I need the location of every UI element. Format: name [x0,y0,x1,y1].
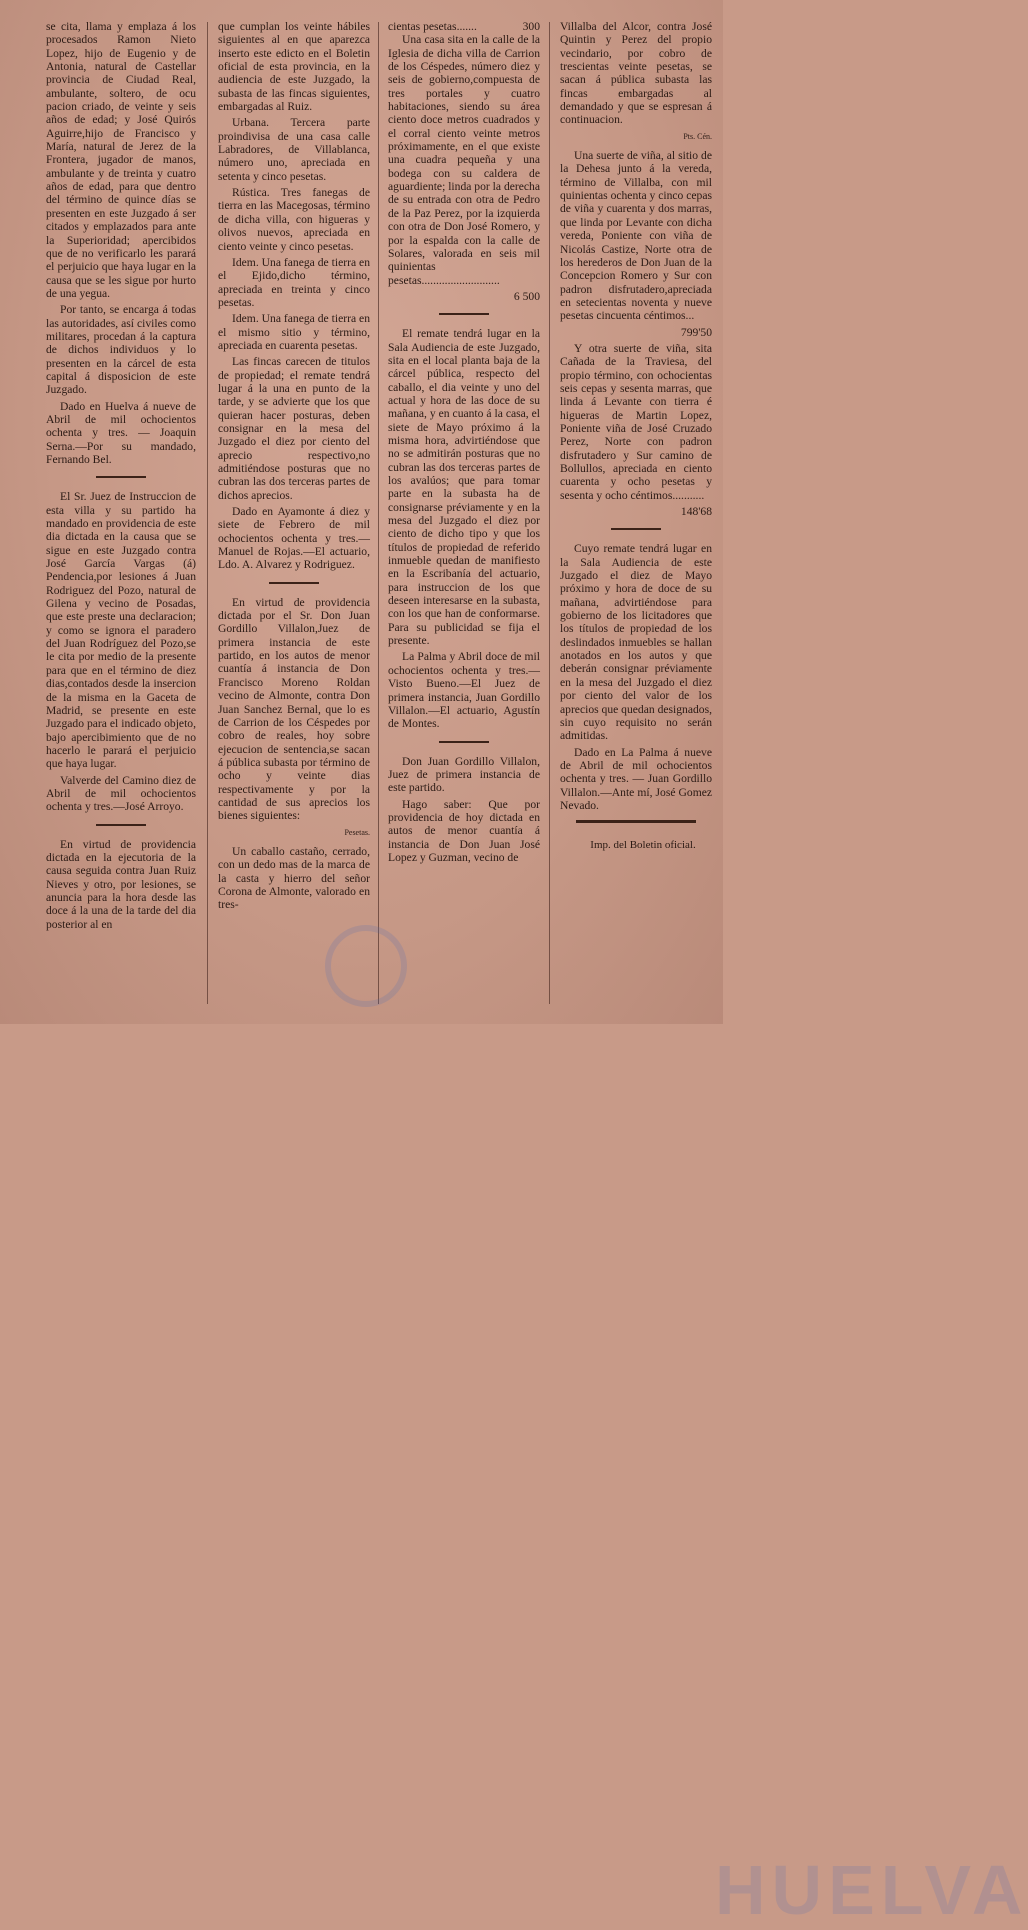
paragraph: Y otra suerte de viña, sita Cañada de la Traviesa, del propio término, con ochocientas seis cepas y sesenta marras, que linda á Levante con tierra é higueras de Martin Lopez, Poniente viña de José Cruzado Perez, Norte con padron disfrutadero y Sur camino de Bollullos, apreciada en ciento cuarenta y ocho pesetas y sesenta y ocho céntimos........... [560,341,712,502]
printer-imprint: Imp. del Boletin oficial. [590,839,696,852]
paragraph: Villalba del Alcor, contra José Quintin y Perez del propio vecindario, por cobro de trescientas veinte pesetas, se sacan á pública subasta las fincas embargadas al demandado y que se espresan á continuacion. [560,20,712,127]
section-separator [611,528,661,530]
column-rule [207,22,208,1004]
paragraph: se cita, llama y emplaza á los procesados Ramon Nieto Lopez, hijo de Eugenio y de Antonia, natural de Castellar provincia de Ciudad Real, ambulante, soltero, de ocu pacion criado, de veinte y seis años de edad; y José Quirós Aguirre,hijo de Francisco y María, natural de Jerez de la Frontera, jugador de manos, ambulante y de treinta y cuatro años de edad, para que dentro del término de quince días se presenten en este Juzgado á ser citados y emplazados para ante la Superioridad; apercibidos que de no verificarlo les parará el perjuicio que haya lugar en la causa que se les sigue por hurto de una yegua. [46,20,196,300]
amount-value: 300 [522,20,540,33]
column-rule [549,22,550,1004]
paragraph: cientas pesetas....... [388,20,477,33]
archive-watermark: HUELVA [715,1851,1028,1929]
section-separator [96,476,146,478]
column-header-pesetas: Pesetas. [344,827,370,837]
paragraph: La Palma y Abril doce de mil ochocientos ochenta y tres.—Visto Bueno.—El Juez de primera instancia, Juan Gordillo Villalon.—El actuario, Agustín de Montes. [388,650,540,731]
paragraph: Dado en Huelva á nueve de Abril de mil ochocientos ochenta y tres. — Joaquin Serna.—Por su mandado, Fernando Bel. [46,399,196,466]
section-separator [576,820,696,823]
paragraph: Por tanto, se encarga á todas las autoridades, así civiles como militares, procedan á la captura de dichos individuos y lo presenten en la cárcel de esta capital á disposicion de este Juzgado. [46,303,196,397]
paragraph: Dado en La Palma á nueve de Abril de mil ochocientos ochenta y tres. — Juan Gordillo Villalon.—Ante mí, José Gomez Nevado. [560,745,712,812]
amount-value: 148'68 [680,505,712,519]
section-separator [96,824,146,826]
paragraph: En virtud de providencia dictada en la ejecutoria de la causa seguida contra Juan Ruiz Nieves y otro, por lesiones, se anuncia para la hora desde las doce á la una de la tarde del dia posterior al en [46,837,196,931]
section-separator [439,313,489,315]
paragraph: Rústica. Tres fanegas de tierra en las Macegosas, término de dicha villa, con higueras y olivos nuevos, apreciada en ciento veinte y cinco pesetas. [218,186,370,253]
amount-value: 799'50 [680,325,712,339]
column-rule [378,22,379,1004]
paragraph: El Sr. Juez de Instruccion de esta villa y su partido ha mandado en providencia de este dia dictada en la causa que se sigue en este Juzgado contra José García Vargas (á) Pendencia,por lesiones á Juan Rodriguez del Pozo, natural de Gilena y vecino de Posadas, que este preste una declaracion; y como se ignora el paradero del Juan Rodríguez del Pozo,se le cita por medio de la presente para que en el término de diez dias,contados desde la insercion de la misma en la Gaceta de Madrid, se presente en este Juzgado para el indicado objeto, bajo apercibimiento que de no hacerlo le parará el perjuicio que haya lugar. [46,490,196,771]
paragraph: El remate tendrá lugar en la Sala Audiencia de este Juzgado, sita en el local planta baja de la cárcel pública, respecto del caballo, el dia veinte y uno del actual y hora de las doce de su mañana, y en cuanto á la casa, el siete de Mayo próximo á la misma hora, advirtiéndose que no se admitirán posturas que no cubran las dos terceras partes de los avalúos; que para tomar parte en la subasta ha de consignarse préviamente y en la mesa del Juzgado el diez por ciento de dicho tipo y que los títulos de propiedad de referido inmueble quedan de manifiesto en la Escribanía del actuario, para instruccion de los que deseen interesarse en la subasta, con los que han de conformarse. Para su publicidad se fija el presente. [388,327,540,648]
column-1 [46,20,196,1006]
column-3 [388,20,540,1006]
column-4 [560,20,712,1006]
paragraph: Urbana. Tercera parte proindivisa de una casa calle Labradores, de Villablanca, número uno, apreciada en setenta y cinco pesetas. [218,116,370,183]
amount-value: 6 500 [513,289,540,303]
paragraph: Hago saber: Que por providencia de hoy dictada en autos de menor cuantía á instancia de Don Juan José Lopez y Guzman, vecino de [388,797,540,864]
paragraph: que cumplan los veinte hábiles siguientes al en que aparezca inserto este edicto en el Boletin oficial de esta provincia, en la audiencia de este Juzgado, la subasta de las fincas siguientes, embargadas al Ruiz. [218,20,370,114]
paragraph: Cuyo remate tendrá lugar en la Sala Audiencia de este Juzgado el diez de Mayo próximo y hora de doce de su mañana, advirtiéndose para gobierno de los licitadores que los títulos de propiedad de los deslindados inmuebles se hallan anotados en los autos y que deberán consignar préviamente en la mesa del Juzgado el diez por ciento del valor de los aprecios que quedan designados, sin cuyo requisito no serán admitidas. [560,542,712,743]
column-header-pts-cen: Pts. Cén. [683,131,712,141]
paragraph: En virtud de providencia dictada por el Sr. Don Juan Gordillo Villalon,Juez de primera instancia de este partido, en los autos de menor cuantía á instancia de Don Francisco Moreno Roldan vecino de Almonte, contra Don Juan Sanchez Bernal, que lo es de Carrion de los Céspedes por cobro de reales, hoy sobre ejecucion de sentencia,se sacan á pública subasta por término de ocho y veinte dias respectivamente y por la cantidad de sus aprecios los bienes siguientes: [218,595,370,823]
paragraph: Una casa sita en la calle de la Iglesia de dicha villa de Carrion de los Céspedes, número diez y seis de gobierno,compuesta de tres portales y cuatro habitaciones, siendo su área ciento doce metros cuadrados y el corral ciento veinte metros próximamente, en el que existe una cuadra pequeña y una bodega con su caldera de aguardiente; linda por la derecha de su entrada con otra de Pedro de la Paz Perez, por la izquierda con otra de Don José Romero, y por la espalda con la calle de Solares, valorada en seis mil quinientas pesetas........................... [388,33,540,287]
paragraph: Las fincas carecen de titulos de propiedad; el remate tendrá lugar á la una en punto de la tarde, y se advierte que los que quieran hacer posturas, deben consignar en la mesa del Juzgado el diez por ciento del aprecio respectivo,no admitiéndose posturas que no cubran las dos terceras partes de dichos aprecios. [218,355,370,502]
paragraph: Idem. Una fanega de tierra en el mismo sitio y término, apreciada en cuarenta pesetas. [218,312,370,352]
section-separator [269,582,319,584]
paragraph: Una suerte de viña, al sitio de la Dehesa junto á la vereda, término de Villalba, con mil quinientas ochenta y cinco cepas de viña y cuarenta y dos marras, que linda por Levante con dicha vereda, Poniente con viña de Nicolás Castize, Norte otra de los herederos de Don Juan de la Concepcion Romero y Sur con padron disfrutadero,apreciada en setecientas noventa y nueve pesetas cincuenta céntimos... [560,149,712,323]
paragraph: Un caballo castaño, cerrado, con un dedo mas de la marca de la casta y hierro del señor Corona de Almonte, valorado en tres- [218,844,370,912]
section-separator [439,741,489,743]
column-2 [218,20,370,1006]
amount-line [388,20,540,33]
paragraph: Dado en Ayamonte á diez y siete de Febrero de mil ochocientos ochenta y tres.—Manuel de Rojas.—El actuario, Ldo. A. Alvarez y Rodriguez. [218,505,370,572]
paragraph: Idem. Una fanega de tierra en el Ejido,dicho término, apreciada en treinta y cinco pesetas. [218,255,370,309]
paragraph: Don Juan Gordillo Villalon, Juez de primera instancia de este partido. [388,754,540,795]
paragraph: Valverde del Camino diez de Abril de mil ochocientos ochenta y tres.—José Arroyo. [46,773,196,814]
